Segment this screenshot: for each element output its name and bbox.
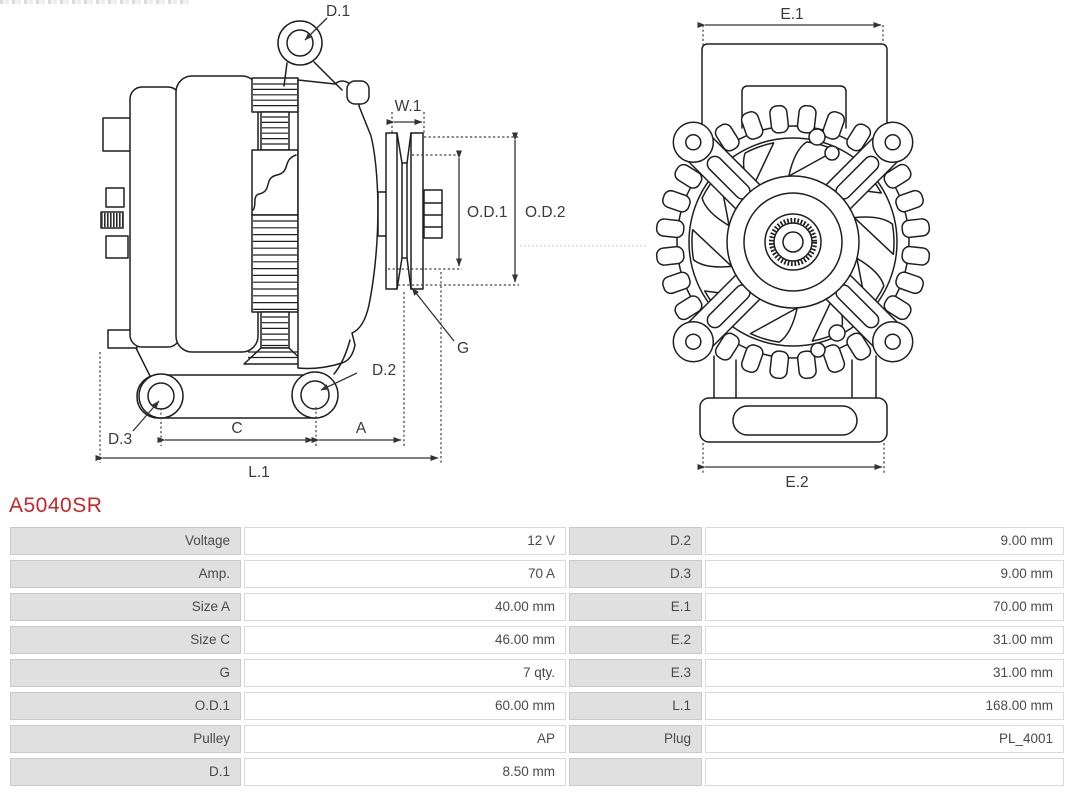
spec-label: L.1 (569, 692, 702, 720)
dim-label-od2: O.D.2 (525, 204, 566, 221)
pulley-front (727, 176, 859, 308)
spec-value: 31.00 mm (705, 626, 1064, 654)
top-lug-hole (287, 30, 313, 56)
spec-label: D.2 (569, 527, 702, 555)
spec-value: 31.00 mm (705, 659, 1064, 687)
spec-table (10, 527, 1064, 786)
dim-label-e2: E.2 (785, 474, 809, 491)
terminal-stub (106, 188, 124, 207)
spec-value: 70 A (244, 560, 566, 588)
housing-tab (347, 81, 369, 104)
ear-left-hole (148, 383, 174, 409)
spec-label: Plug (569, 725, 702, 753)
dim-label-a: A (355, 420, 367, 437)
spec-label: Size A (10, 593, 241, 621)
spec-label: E.2 (569, 626, 702, 654)
dim-label-d2: D.2 (372, 362, 397, 379)
spec-label: O.D.1 (10, 692, 241, 720)
pulley-side (378, 133, 442, 289)
dim-label-c: C (231, 420, 243, 437)
spec-value: PL_4001 (705, 725, 1064, 753)
dim-label-d3: D.3 (107, 431, 133, 448)
spec-label: Size C (10, 626, 241, 654)
front-housing (298, 80, 378, 368)
spec-value: 8.50 mm (244, 758, 566, 786)
spec-value: 168.00 mm (705, 692, 1064, 720)
spec-value: 40.00 mm (244, 593, 566, 621)
dim-label-d1: D.1 (325, 3, 351, 20)
spec-label: Amp. (10, 560, 241, 588)
body-hole (809, 129, 825, 145)
spec-value: 9.00 mm (705, 560, 1064, 588)
spec-value: 12 V (244, 527, 566, 555)
side-view (100, 3, 648, 481)
body-hole (811, 343, 825, 357)
spec-value: 70.00 mm (705, 593, 1064, 621)
spec-label: E.1 (569, 593, 702, 621)
terminal-block (103, 118, 133, 151)
part-number: A5040SR (9, 494, 103, 517)
spec-value: AP (244, 725, 566, 753)
spec-label: Pulley (10, 725, 241, 753)
body-hole (829, 325, 845, 341)
spec-label (569, 758, 702, 786)
dim-label-l1: L.1 (248, 464, 270, 481)
spec-label: G (10, 659, 241, 687)
housing-body (176, 76, 258, 352)
spec-value (705, 758, 1064, 786)
spec-label: D.1 (10, 758, 241, 786)
ear-right-hole (301, 381, 329, 409)
front-view (656, 6, 930, 491)
dim-label-w1: W.1 (394, 98, 422, 115)
spec-value: 7 qty. (244, 659, 566, 687)
spec-label: D.3 (569, 560, 702, 588)
dim-label-od1: O.D.1 (467, 204, 508, 221)
dim-label-g: G (456, 340, 470, 357)
shaft-nut (424, 190, 442, 238)
spec-label: E.3 (569, 659, 702, 687)
spec-value: 46.00 mm (244, 626, 566, 654)
rear-cover (130, 87, 180, 347)
spec-value: 60.00 mm (244, 692, 566, 720)
dim-label-e1: E.1 (780, 6, 804, 23)
body-hole (825, 146, 839, 160)
bottom-bracket-slot (733, 406, 857, 435)
top-bracket-fill (701, 45, 886, 125)
spec-value: 9.00 mm (705, 527, 1064, 555)
spec-label: Voltage (10, 527, 241, 555)
terminal-stub-2 (106, 236, 128, 258)
shaft-hole (783, 232, 803, 252)
